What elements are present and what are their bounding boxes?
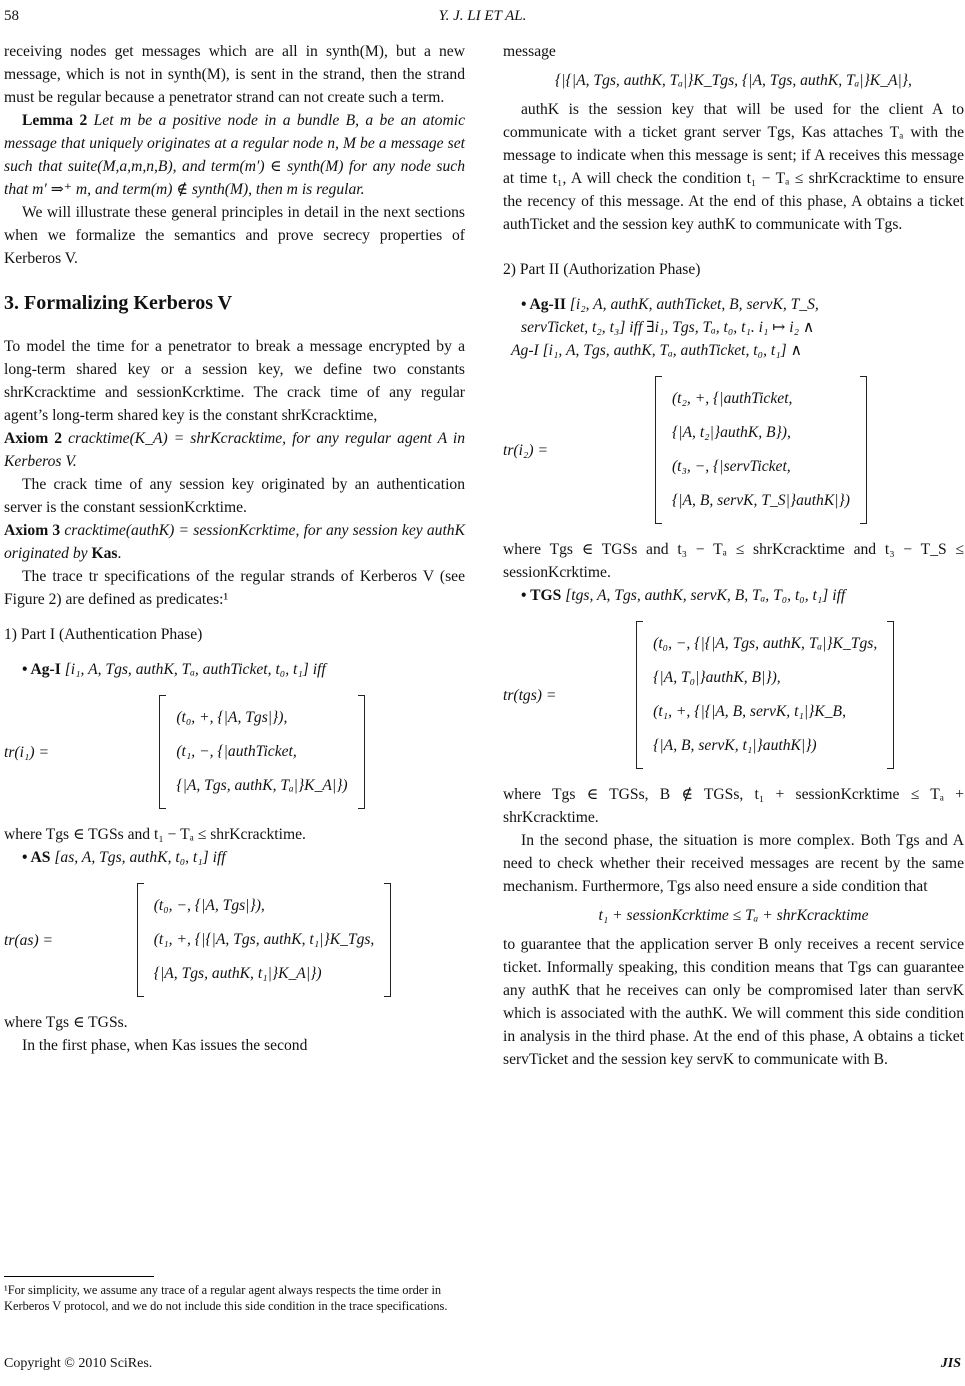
- page-header: [0, 8, 965, 30]
- tgs-sig: [tgs, A, Tgs, authK, servK, B, Tₐ, T₀, t₀, t₁] iff: [565, 587, 846, 604]
- paragraph: In the first phase, when Kas issues the second: [22, 1037, 308, 1054]
- axiom-3: Axiom 3 cracktime(authK) = sessionKcrktime, for any session key authK originated by Kas.: [4, 522, 466, 562]
- side-condition-equation: t₁ + sessionKcrktime ≤ Tₐ + shrKcracktime: [598, 907, 869, 924]
- agI-matrix: [159, 695, 364, 809]
- matrix-row: (t₀, −, {|{|A, Tgs, authK, Tₐ|}K_Tgs,: [653, 635, 878, 652]
- paragraph: We will illustrate these general principles in detail in the next sections when we formalize the semantics and prove secrecy properties of Kerberos V.: [4, 204, 465, 267]
- agII-matrix: [655, 376, 867, 524]
- message-equation: {|{|A, Tgs, authK, Tₐ|}K_Tgs, {|A, Tgs, authK, Tₐ|}K_A|},: [555, 72, 912, 89]
- agI-trace: [4, 687, 465, 817]
- agII-sig: [i₂, A, authK, authTicket, B, servK, T_S,: [569, 296, 819, 313]
- matrix-row: (t₃, −, {|servTicket,: [671, 458, 791, 475]
- lemma-2: [4, 109, 465, 201]
- agI-label: • Ag-I: [22, 661, 61, 678]
- lemma-text: Let m be a positive node in a bundle B, a be an atomic message that uniquely originates at a regular node n, M be a message set such that suite(M,a,m,n,B), and term(m′) ∈ synth(M) for any node such that m′ ⇒⁺ m, and term(m) ∉ synth(M), then m is regular.: [4, 112, 465, 198]
- paragraph: To model the time for a penetrator to break a message encrypted by a long-term shared key or a session key, we define two constants shrKcracktime and sessionKcrktime. The crack time of any regular agent’s long-term shared key is the constant shrKcracktime,: [4, 338, 465, 424]
- as-label: • AS: [22, 849, 51, 866]
- axiom-label: Axiom 2: [4, 430, 63, 447]
- right-column: [503, 40, 964, 1071]
- agII-sig-line2: servTicket, t₂, t₃] iff ∃i₁, Tgs, Tₐ, t₀, t₁. i₁ ↦ i₂ ∧: [521, 319, 815, 336]
- journal-abbrev: JIS: [940, 1356, 961, 1371]
- section-title: 3. Formalizing Kerberos V: [4, 292, 233, 314]
- tgs-trace: [503, 613, 964, 777]
- matrix-row: {|A, B, servK, T_S|}authK|}): [671, 492, 850, 509]
- matrix-row: (t₁, −, {|authTicket,: [176, 743, 297, 760]
- agII-lhs: tr(i₂) =: [503, 441, 548, 459]
- paragraph: The trace tr specifications of the regular strands of Kerberos V (see Figure 2) are defined as predicates:¹: [4, 568, 465, 608]
- as-trace: [4, 875, 465, 1005]
- tgs-matrix: [636, 621, 894, 769]
- agI-where: where Tgs ∈ TGSs and t₁ − Tₐ ≤ shrKcracktime.: [4, 826, 306, 843]
- matrix-row: {|A, Tgs, authK, t₁|}K_A|}): [153, 965, 322, 982]
- axiom-label: Axiom 3: [4, 522, 61, 539]
- as-where: where Tgs ∈ TGSs.: [4, 1014, 128, 1031]
- as-lhs: tr(as) =: [4, 931, 54, 949]
- axiom-text: cracktime(authK) = sessionKcrktime, for any session key authK originated by: [4, 522, 466, 562]
- tgs-lhs: tr(tgs) =: [503, 686, 557, 704]
- paragraph: to guarantee that the application server B only receives a recent service ticket. Informally speaking, this condition means that Tgs can guarantee any authK that he receives can only be compromised later than servK which is associated with the authK. We will comment this side condition in analysis in the third phase. At the end of this phase, A obtains a ticket servTicket and the session key servK to communicate with B.: [503, 936, 964, 1068]
- matrix-row: {|A, Tgs, authK, Tₐ|}K_A|}): [176, 777, 348, 794]
- paragraph: authK is the session key that will be used for the client A to communicate with a ticket grant server Tgs, Kas attaches Tₐ with the message to indicate when this message is sent; if A receives this message at time t₁, A will check the condition t₁ − Tₐ ≤ shrKcracktime to ensure the recency of this message. At the end of this phase, A obtains a ticket authTicket and the session key authK to communicate with Tgs.: [503, 101, 964, 233]
- agII-trace: [503, 368, 964, 532]
- matrix-row: (t₁, +, {|{|A, Tgs, authK, t₁|}K_Tgs,: [153, 931, 375, 948]
- as-sig: [as, A, Tgs, authK, t₀, t₁] iff: [54, 849, 226, 866]
- agI-signature: [4, 658, 465, 681]
- matrix-row: (t₁, +, {|{|A, B, servK, t₁|}K_B,: [653, 703, 846, 720]
- tgs-where: where Tgs ∈ TGSs, B ∉ TGSs, t₁ + sessionKcrktime ≤ Tₐ + shrKcracktime.: [503, 786, 964, 826]
- matrix-row: (t₂, +, {|authTicket,: [671, 390, 793, 407]
- kas-label: Kas: [91, 545, 118, 562]
- matrix-row: {|A, B, servK, t₁|}authK|}): [653, 737, 817, 754]
- matrix-row: {|A, T₀|}authK, B|}),: [653, 669, 781, 686]
- agII-where: where Tgs ∈ TGSs and t₃ − Tₐ ≤ shrKcracktime and t₃ − T_S ≤ sessionKcrktime.: [503, 541, 964, 581]
- agII-signature: [503, 293, 964, 316]
- as-signature: [4, 846, 465, 869]
- subsection-title: 1) Part I (Authentication Phase): [4, 626, 203, 643]
- paragraph: The crack time of any session key originated by an authentication server is the constant sessionKcrktime.: [4, 476, 465, 516]
- axiom-2: [4, 427, 465, 473]
- tgs-signature: [503, 584, 964, 607]
- footnote-rule: [4, 1276, 154, 1277]
- lemma-label: Lemma 2: [22, 112, 88, 129]
- footnote: ¹For simplicity, we assume any trace of a regular agent always respects the time order in Kerberos V protocol, and we do not include this side condition in the trace specifications.: [4, 1283, 448, 1313]
- agII-label: • Ag-II: [521, 296, 566, 313]
- agI-sig: [i₁, A, Tgs, authK, Tₐ, authTicket, t₀, t₁] iff: [64, 661, 326, 678]
- matrix-row: (t₀, −, {|A, Tgs|}),: [153, 897, 265, 914]
- running-title: Y. J. LI ET AL.: [438, 8, 527, 24]
- agI-lhs: tr(i₁) =: [4, 743, 49, 761]
- matrix-row: {|A, t₂|}authK, B}),: [671, 424, 791, 441]
- message-intro: message: [503, 43, 556, 60]
- paragraph: receiving nodes get messages which are all in synth(M), but a new message, which is not in synth(M), is sent in the strand, then the strand must be regular because a penetrator strand can not create such a term.: [4, 43, 465, 106]
- copyright: Copyright © 2010 SciRes.: [4, 1356, 153, 1371]
- tgs-label: • TGS: [521, 587, 562, 604]
- page-number: 58: [4, 8, 19, 24]
- axiom-text: cracktime(K_A) = shrKcracktime, for any regular agent A in Kerberos V.: [4, 430, 465, 470]
- paragraph: In the second phase, the situation is more complex. Both Tgs and A need to check whether their received messages are recent by the same mechanism. Furthermore, Tgs also need ensure a side condition that: [503, 832, 964, 895]
- matrix-row: (t₀, +, {|A, Tgs|}),: [176, 709, 288, 726]
- subsection-title: 2) Part II (Authorization Phase): [503, 261, 701, 278]
- as-matrix: [137, 883, 392, 997]
- left-column: [4, 40, 465, 1057]
- agII-sig-line3: Ag-I [i₁, A, Tgs, authK, Tₐ, authTicket, t₀, t₁] ∧: [511, 342, 802, 359]
